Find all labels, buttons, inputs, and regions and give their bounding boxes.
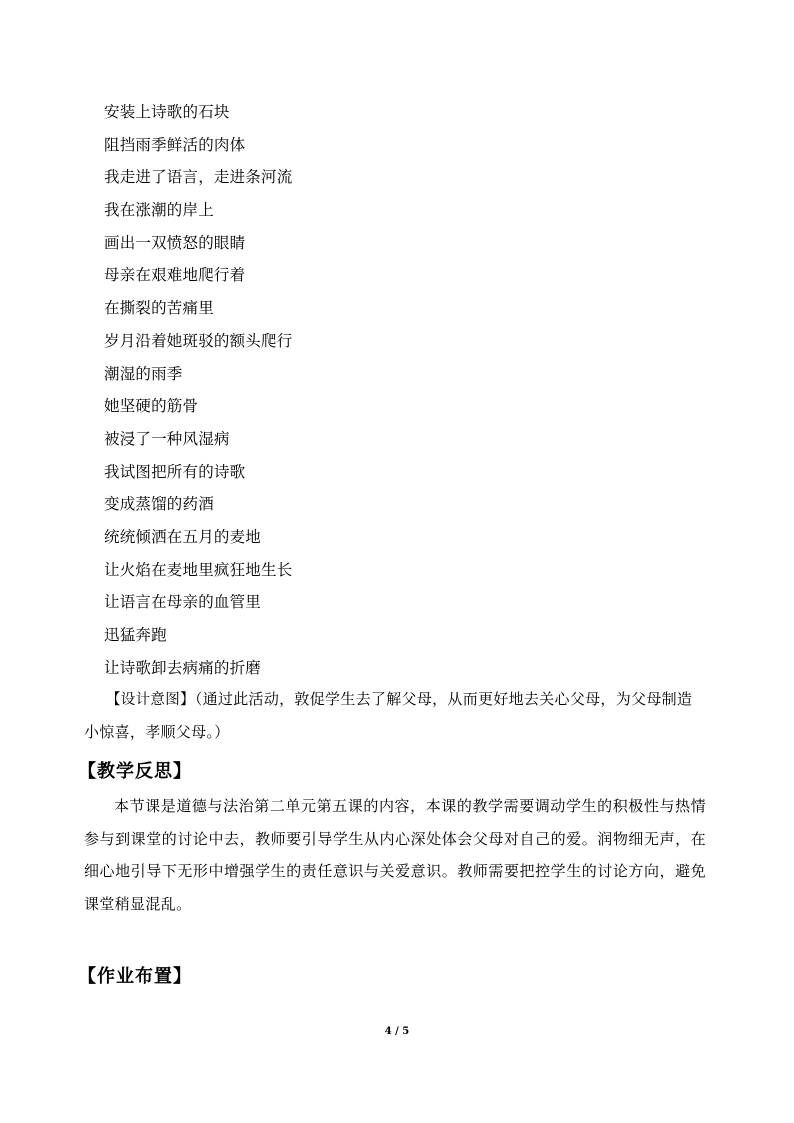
page-number: 4 / 5 (384, 1026, 410, 1037)
poem-line: 我走进了语言，走进条河流 (104, 168, 293, 187)
poem-line: 画出一双愤怒的眼睛 (104, 233, 246, 252)
poem-line: 我在涨潮的岸上 (104, 201, 214, 220)
poem-line: 变成蒸馏的药酒 (104, 495, 214, 514)
poem-line: 被浸了一种风湿病 (104, 429, 230, 448)
poem-line: 岁月沿着她斑驳的额头爬行 (104, 331, 293, 350)
poem-line: 让诗歌卸去病痛的折磨 (104, 658, 262, 677)
design-intent-paragraph (84, 683, 706, 748)
poem-line: 安装上诗歌的石块 (104, 103, 230, 121)
poem-line: 迅猛奔跑 (104, 626, 167, 644)
teaching-reflection-heading: 【教学反思】 (78, 761, 192, 782)
poem-line: 统统倾洒在五月的麦地 (104, 527, 262, 546)
poem-line: 我试图把所有的诗歌 (104, 462, 246, 481)
poem-line: 她坚硬的筋骨 (104, 397, 199, 416)
poem-line: 让火焰在麦地里疯狂地生长 (104, 560, 293, 579)
poem-line: 潮湿的雨季 (104, 364, 183, 383)
poem-line: 让语言在母亲的血管里 (104, 593, 262, 612)
poem-line: 阻挡雨季鲜活的肉体 (104, 135, 246, 154)
design-intent-label: 【设计意图】 (106, 692, 195, 708)
homework-heading: 【作业布置】 (78, 966, 192, 987)
poem-line: 在撕裂的苦痛里 (104, 299, 214, 318)
poem-line: 母亲在艰难地爬行着 (104, 266, 246, 285)
poem-lines (104, 99, 292, 687)
teaching-reflection-body: 本节课是道德与法治第二单元第五课的内容，本课的教学需要调动学生的积极性与热情参与到课堂的讨论中去，教师要引导学生从内心深处体会父母对自己的爱。润物细无声，在细心地引导下无形中增强学生的责任意识与关爱意识。教师需要把控学生的讨论方向，避免课堂稍显混乱。 (84, 797, 706, 913)
design-intent-text: （通过此活动，敦促学生去了解父母，从而更好地去关心父母，为父母制造小惊喜，孝顺父母。） (84, 690, 693, 741)
